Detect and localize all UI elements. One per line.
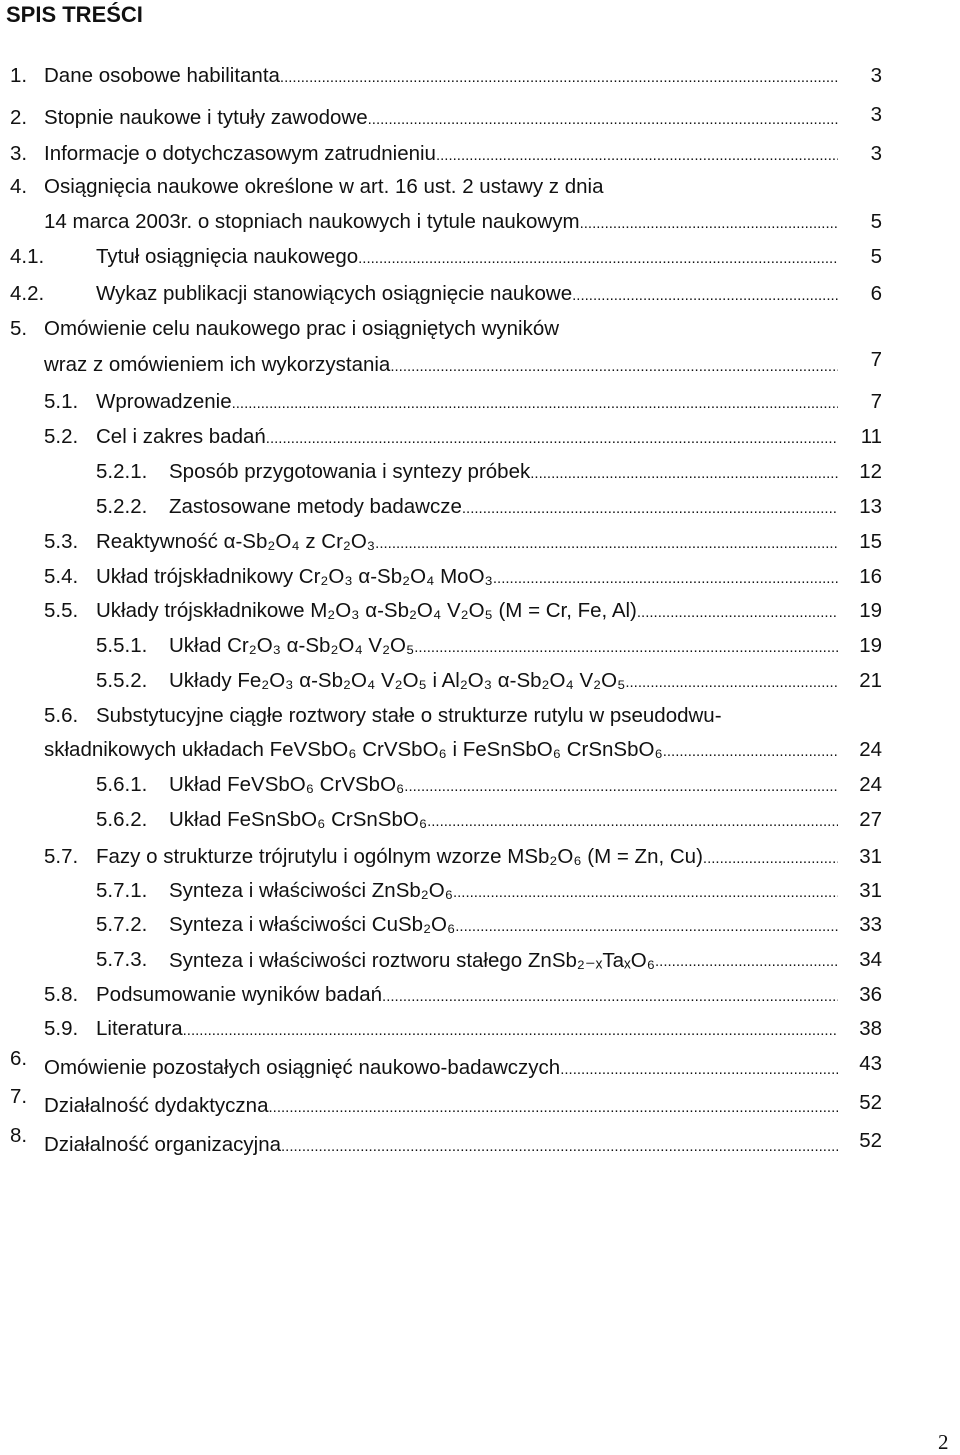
toc-entry[interactable]	[0, 353, 900, 383]
toc-entry-title: składnikowych układach FeVSbO₆ CrVSbO₆ i FeSnSbO₆ CrSnSbO₆	[44, 738, 663, 761]
toc-entry[interactable]	[0, 808, 900, 838]
leader-dots	[382, 983, 838, 1007]
toc-entry[interactable]	[0, 773, 900, 803]
toc-entry-number: 5.6.2.	[96, 808, 148, 831]
toc-entry-page: 31	[859, 879, 882, 902]
leader-dots	[580, 210, 838, 234]
leader-dots	[722, 704, 916, 728]
toc-entry-title: Osiągnięcia naukowe określone w art. 16 ust. 2 ustawy z dnia	[44, 175, 604, 198]
toc-entry-page: 31	[859, 845, 882, 868]
page-number: 2	[938, 1430, 949, 1454]
toc-entry-page: 34	[859, 948, 882, 971]
toc-entry-page: 19	[859, 634, 882, 657]
toc-entry[interactable]	[0, 495, 900, 525]
toc-entry-title: Omówienie pozostałych osiągnięć naukowo-badawczych	[44, 1056, 561, 1079]
toc-entry-title: Tytuł osiągnięcia naukowego	[96, 245, 359, 268]
toc-entry[interactable]	[0, 245, 900, 275]
toc-entry-number: 5.1.	[44, 390, 79, 413]
toc-entry-number: 5.7.	[44, 845, 79, 868]
toc-entry-title: Literatura	[96, 1017, 183, 1040]
toc-entry[interactable]	[0, 879, 900, 909]
toc-entry-number: 4.1.	[10, 245, 45, 268]
toc-entry-title: Stopnie naukowe i tytuły zawodowe	[44, 106, 368, 129]
toc-entry[interactable]	[0, 1124, 900, 1163]
leader-dots	[375, 530, 838, 554]
toc-entry-number: 5.7.3.	[96, 948, 148, 971]
leader-dots	[358, 245, 838, 269]
toc-entry[interactable]	[0, 1085, 900, 1124]
leader-dots	[493, 565, 838, 589]
toc-entry-page: 24	[859, 738, 882, 761]
toc-entry-page: 43	[859, 1052, 882, 1075]
toc-entry-number: 8.	[10, 1124, 28, 1147]
leader-dots	[655, 948, 838, 973]
toc-entry-title: Działalność organizacyjna	[44, 1133, 282, 1156]
toc-entry-number: 3.	[10, 142, 28, 165]
toc-entry-number: 5.5.2.	[96, 669, 148, 692]
toc-entry-title: wraz z omówieniem ich wykorzystania	[44, 353, 391, 376]
leader-dots	[559, 317, 864, 341]
toc-entry-number: 6.	[10, 1047, 28, 1070]
toc-entry-page: 15	[859, 530, 882, 553]
toc-entry-number: 5.2.2.	[96, 495, 148, 518]
leader-dots	[280, 64, 838, 88]
toc-entry-number: 5.3.	[44, 530, 79, 553]
toc-entry-page: 12	[859, 460, 882, 483]
toc-entry[interactable]	[0, 599, 900, 629]
toc-entry-number: 5.5.	[44, 599, 79, 622]
toc-entry[interactable]	[0, 317, 900, 347]
leader-dots	[703, 845, 838, 869]
toc-entry-number: 7.	[10, 1085, 28, 1108]
toc-entry[interactable]	[0, 175, 900, 205]
toc-entry-page: 52	[859, 1091, 882, 1114]
toc-entry-page: 3	[870, 64, 882, 87]
toc-entry-title: Zastosowane metody badawcze	[169, 495, 462, 518]
toc-entry-title: 14 marca 2003r. o stopniach naukowych i tytule naukowym	[44, 210, 580, 233]
leader-dots	[530, 460, 838, 484]
leader-dots	[453, 879, 838, 903]
toc-entry-number: 5.5.1.	[96, 634, 148, 657]
toc-entry[interactable]	[0, 142, 900, 172]
toc-entry-page: 21	[859, 669, 882, 692]
toc-entry-page: 7	[870, 390, 882, 413]
toc-entry[interactable]	[0, 634, 900, 664]
toc-entry-number: 5.9.	[44, 1017, 79, 1040]
toc-entry-page: 5	[870, 210, 882, 233]
toc-entry-page: 13	[859, 495, 882, 518]
toc-entry[interactable]	[0, 1017, 900, 1047]
toc-entry-title: Synteza i właściwości CuSb₂O₆	[169, 913, 456, 936]
toc-entry-number: 5.7.1.	[96, 879, 148, 902]
toc-entry-page: 16	[859, 565, 882, 588]
toc-entry[interactable]	[0, 738, 900, 768]
toc-entry[interactable]	[0, 565, 900, 595]
toc-entry-title: Informacje o dotychczasowym zatrudnieniu	[44, 142, 436, 165]
toc-entry-page: 33	[859, 913, 882, 936]
toc-entry-number: 5.2.1.	[96, 460, 148, 483]
leader-dots	[368, 106, 838, 130]
toc-entry-number: 1.	[10, 64, 28, 87]
leader-dots	[637, 599, 838, 623]
leader-dots	[436, 142, 838, 166]
leader-dots	[232, 390, 838, 414]
toc-entry-number: 5.8.	[44, 983, 79, 1006]
leader-dots	[427, 808, 838, 832]
leader-dots	[455, 913, 838, 937]
toc-entry-page: 19	[859, 599, 882, 622]
leader-dots	[414, 634, 838, 658]
toc-entry-title: Synteza i właściwości roztworu stałego ZnSb₂₋ₓTaₓO₆	[169, 949, 655, 972]
toc-entry-title: Substytucyjne ciągłe roztwory stałe o strukturze rutylu w pseudodwu-	[96, 704, 722, 727]
toc-entry[interactable]	[0, 1047, 900, 1086]
leader-dots	[268, 1094, 838, 1118]
toc-entry-title: Działalność dydaktyczna	[44, 1094, 269, 1117]
toc-entry-page: 52	[859, 1129, 882, 1152]
toc-entry[interactable]	[0, 390, 900, 420]
toc-entry[interactable]	[0, 913, 900, 943]
leader-dots	[390, 353, 838, 377]
toc-entry-number: 4.2.	[10, 282, 45, 305]
leader-dots	[266, 425, 838, 449]
toc-entry-title: Wprowadzenie	[96, 390, 232, 413]
page-title: SPIS TREŚCI	[6, 2, 143, 27]
toc-entry-title: Fazy o strukturze trójrutylu i ogólnym wzorze MSb₂O₆ (M = Zn, Cu)	[96, 845, 703, 868]
leader-dots	[281, 1133, 838, 1157]
leader-dots	[604, 175, 865, 199]
toc-entry-number: 2.	[10, 106, 28, 129]
toc-entry[interactable]	[0, 983, 900, 1013]
leader-dots	[625, 669, 838, 693]
leader-dots	[404, 773, 838, 797]
leader-dots	[560, 1056, 838, 1080]
toc-entry[interactable]	[0, 106, 900, 136]
toc-entry-page: 27	[859, 808, 882, 831]
leader-dots	[462, 495, 838, 519]
toc-entry-title: Omówienie celu naukowego prac i osiągniętych wyników	[44, 317, 560, 340]
toc-entry-title: Sposób przygotowania i syntezy próbek	[169, 460, 531, 483]
toc-entry-title: Synteza i właściwości ZnSb₂O₆	[169, 879, 453, 902]
toc-entry[interactable]	[0, 704, 900, 734]
toc-entry[interactable]	[0, 210, 900, 240]
toc-entry-page: 11	[860, 425, 882, 448]
toc-entry[interactable]	[0, 64, 900, 94]
toc-entry-number: 5.7.2.	[96, 913, 148, 936]
toc-entry-page: 3	[870, 103, 882, 126]
toc-entry-page: 36	[859, 983, 882, 1006]
toc-entry-title: Układ Cr₂O₃ α-Sb₂O₄ V₂O₅	[169, 634, 415, 657]
toc-entry-number: 5.	[10, 317, 28, 340]
toc-entry-title: Układ FeSnSbO₆ CrSnSbO₆	[169, 808, 428, 831]
toc-entry-page: 24	[859, 773, 882, 796]
toc-entry[interactable]	[0, 530, 900, 560]
toc-entry-title: Układy Fe₂O₃ α-Sb₂O₄ V₂O₅ i Al₂O₃ α-Sb₂O₄ V₂O₅	[169, 669, 626, 692]
toc-entry-number: 5.4.	[44, 565, 79, 588]
toc-entry-number: 5.2.	[44, 425, 79, 448]
toc-entry[interactable]	[0, 460, 900, 490]
toc-entry-title: Podsumowanie wyników badań	[96, 983, 383, 1006]
toc-entry-page: 38	[859, 1017, 882, 1040]
leader-dots	[663, 738, 838, 762]
toc-entry-title: Cel i zakres badań	[96, 425, 266, 448]
toc-entry-title: Dane osobowe habilitanta	[44, 64, 280, 87]
toc-entry-title: Układ FeVSbO₆ CrVSbO₆	[169, 773, 405, 796]
toc-entry-page: 6	[870, 282, 882, 305]
toc-entry-title: Układy trójskładnikowe M₂O₃ α-Sb₂O₄ V₂O₅ (M = Cr, Fe, Al)	[96, 599, 637, 622]
toc-entry-page: 3	[870, 142, 882, 165]
toc-entry-page: 7	[870, 348, 882, 371]
toc-entry[interactable]	[0, 669, 900, 699]
toc-entry-number: 5.6.1.	[96, 773, 148, 796]
toc-entry-title: Reaktywność α-Sb₂O₄ z Cr₂O₃	[96, 530, 376, 553]
toc-entry-number: 4.	[10, 175, 28, 198]
toc-entry[interactable]	[0, 282, 900, 312]
leader-dots	[572, 282, 838, 306]
leader-dots	[183, 1017, 838, 1041]
toc-entry-page: 5	[870, 245, 882, 268]
toc-entry[interactable]	[0, 845, 900, 875]
toc-entry-number: 5.6.	[44, 704, 79, 727]
toc-entry-title: Układ trójskładnikowy Cr₂O₃ α-Sb₂O₄ MoO₃	[96, 565, 493, 588]
toc-entry-title: Wykaz publikacji stanowiących osiągnięcie naukowe	[96, 282, 573, 305]
toc-entry[interactable]	[0, 948, 900, 978]
toc-entry[interactable]	[0, 425, 900, 455]
